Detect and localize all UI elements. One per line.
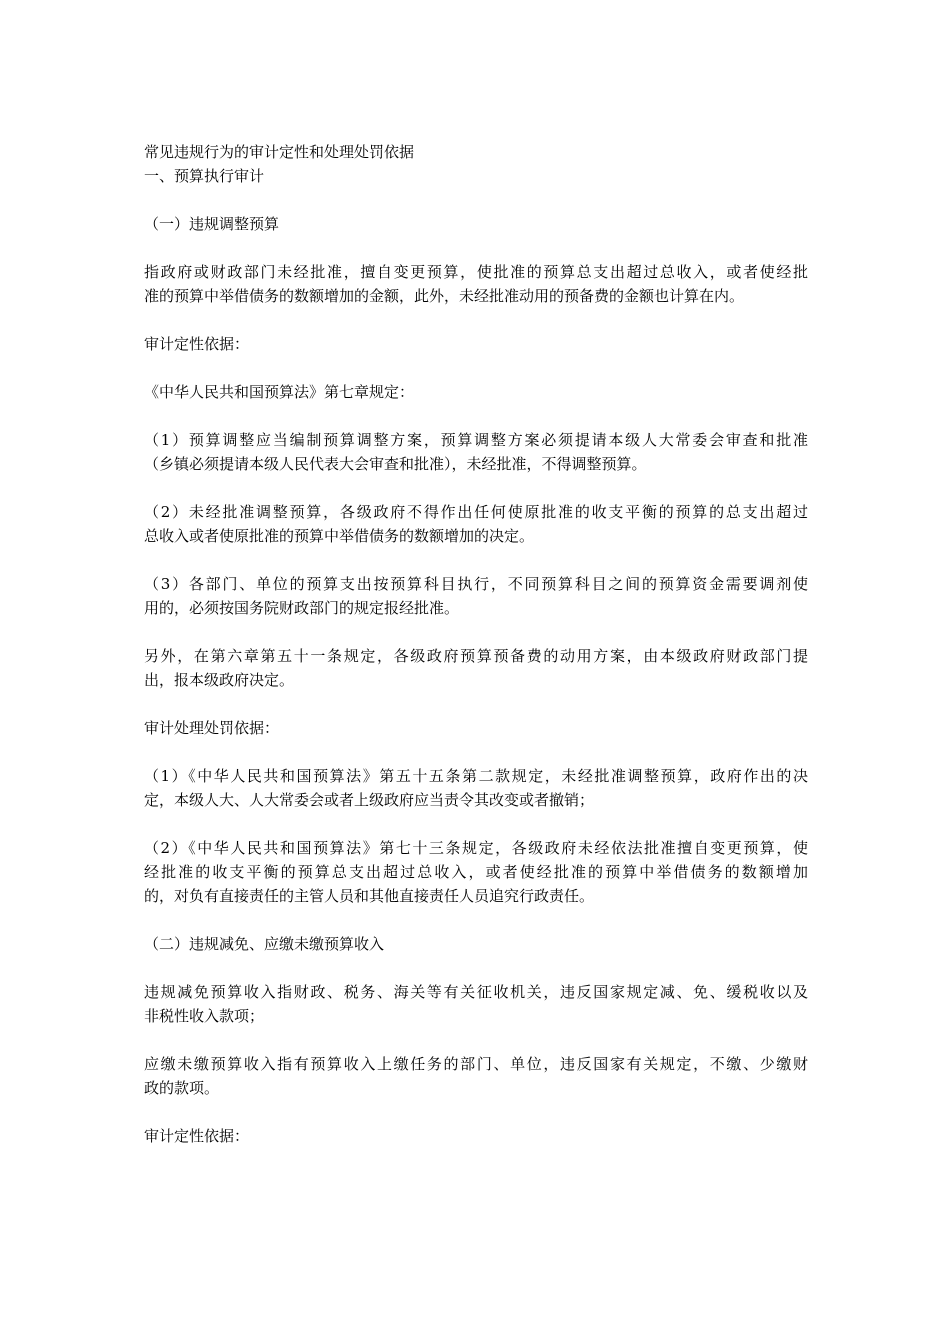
penalty-item-1 xyxy=(144,764,808,812)
paragraph-line: （1）《中华人民共和国预算法》第五十五条第二款规定，未经批准调整预算，政府作出的决 xyxy=(144,767,808,785)
paragraph-gap xyxy=(144,908,808,932)
paragraph-gap xyxy=(144,476,808,500)
paragraph-line: 另外，在第六章第五十一条规定，各级政府预算预备费的动用方案，由本级政府财政部门提 xyxy=(144,647,808,665)
paragraph-line: （2）未经批准调整预算，各级政府不得作出任何使原批准的收支平衡的预算的总支出超过 xyxy=(144,503,808,521)
law-item-3 xyxy=(144,572,808,620)
paragraph-gap xyxy=(144,1100,808,1124)
penalty-item-2 xyxy=(144,836,808,908)
paragraph-gap xyxy=(144,404,808,428)
paragraph-gap xyxy=(144,356,808,380)
paragraph-gap xyxy=(144,740,808,764)
paragraph-gap xyxy=(144,620,808,644)
additional-provision-paragraph xyxy=(144,644,808,692)
reduction-definition-paragraph xyxy=(144,980,808,1028)
paragraph-gap xyxy=(144,812,808,836)
paragraph-line: 总收入或者使原批准的预算中举借债务的数额增加的决定。 xyxy=(144,527,535,545)
paragraph-line: （2）《中华人民共和国预算法》第七十三条规定，各级政府未经依法批准擅自变更预算，使 xyxy=(144,839,808,857)
law-item-1 xyxy=(144,428,808,476)
subsection-heading-illegal-budget-adjustment: （一）违规调整预算 xyxy=(144,215,280,233)
paragraph-line: （3）各部门、单位的预算支出按预算科目执行，不同预算科目之间的预算资金需要调剂使 xyxy=(144,575,808,593)
paragraph-line: 用的，必须按国务院财政部门的规定报经批准。 xyxy=(144,599,460,617)
paragraph-line: 经批准的收支平衡的预算总支出超过总收入，或者使经批准的预算中举借债务的数额增加 xyxy=(144,863,808,881)
paragraph-line: （乡镇必须提请本级人民代表大会审查和批准），未经批准，不得调整预算。 xyxy=(144,455,647,473)
section-heading-budget-execution: 一、预算执行审计 xyxy=(144,167,265,185)
paragraph-line: 政的款项。 xyxy=(144,1079,220,1097)
paragraph-gap xyxy=(144,1028,808,1052)
paragraph-gap xyxy=(144,692,808,716)
paragraph-line: 指政府或财政部门未经批准，擅自变更预算，使批准的预算总支出超过总收入，或者使经批 xyxy=(144,263,808,281)
subsection-heading-illegal-revenue-reduction: （二）违规减免、应缴未缴预算收入 xyxy=(144,935,385,953)
paragraph-gap xyxy=(144,236,808,260)
paragraph-line: 违规减免预算收入指财政、税务、海关等有关征收机关，违反国家规定减、免、缓税收以及 xyxy=(144,983,808,1001)
law-chapter-intro: 《中华人民共和国预算法》第七章规定： xyxy=(144,383,415,401)
document-title: 常见违规行为的审计定性和处理处罚依据 xyxy=(144,143,415,161)
paragraph-gap xyxy=(144,548,808,572)
penalty-basis-label: 审计处理处罚依据： xyxy=(144,719,280,737)
paragraph-gap xyxy=(144,956,808,980)
paragraph-line: 定，本级人大、人大常委会或者上级政府应当责令其改变或者撤销； xyxy=(144,791,595,809)
law-item-2 xyxy=(144,500,808,548)
paragraph-gap xyxy=(144,188,808,212)
paragraph-line: 非税性收入款项； xyxy=(144,1007,265,1025)
paragraph-line: 出，报本级政府决定。 xyxy=(144,671,295,689)
document-page xyxy=(144,140,808,1148)
paragraph-gap xyxy=(144,308,808,332)
definition-paragraph xyxy=(144,260,808,308)
paragraph-line: 的，对负有直接责任的主管人员和其他直接责任人员追究行政责任。 xyxy=(144,887,595,905)
audit-basis-label: 审计定性依据： xyxy=(144,1127,250,1145)
audit-basis-label: 审计定性依据： xyxy=(144,335,250,353)
paragraph-line: 准的预算中举借债务的数额增加的金额，此外，未经批准动用的预备费的金额也计算在内。 xyxy=(144,287,745,305)
paragraph-line: 应缴未缴预算收入指有预算收入上缴任务的部门、单位，违反国家有关规定，不缴、少缴财 xyxy=(144,1055,808,1073)
unpaid-definition-paragraph xyxy=(144,1052,808,1100)
paragraph-line: （1）预算调整应当编制预算调整方案，预算调整方案必须提请本级人大常委会审查和批准 xyxy=(144,431,808,449)
